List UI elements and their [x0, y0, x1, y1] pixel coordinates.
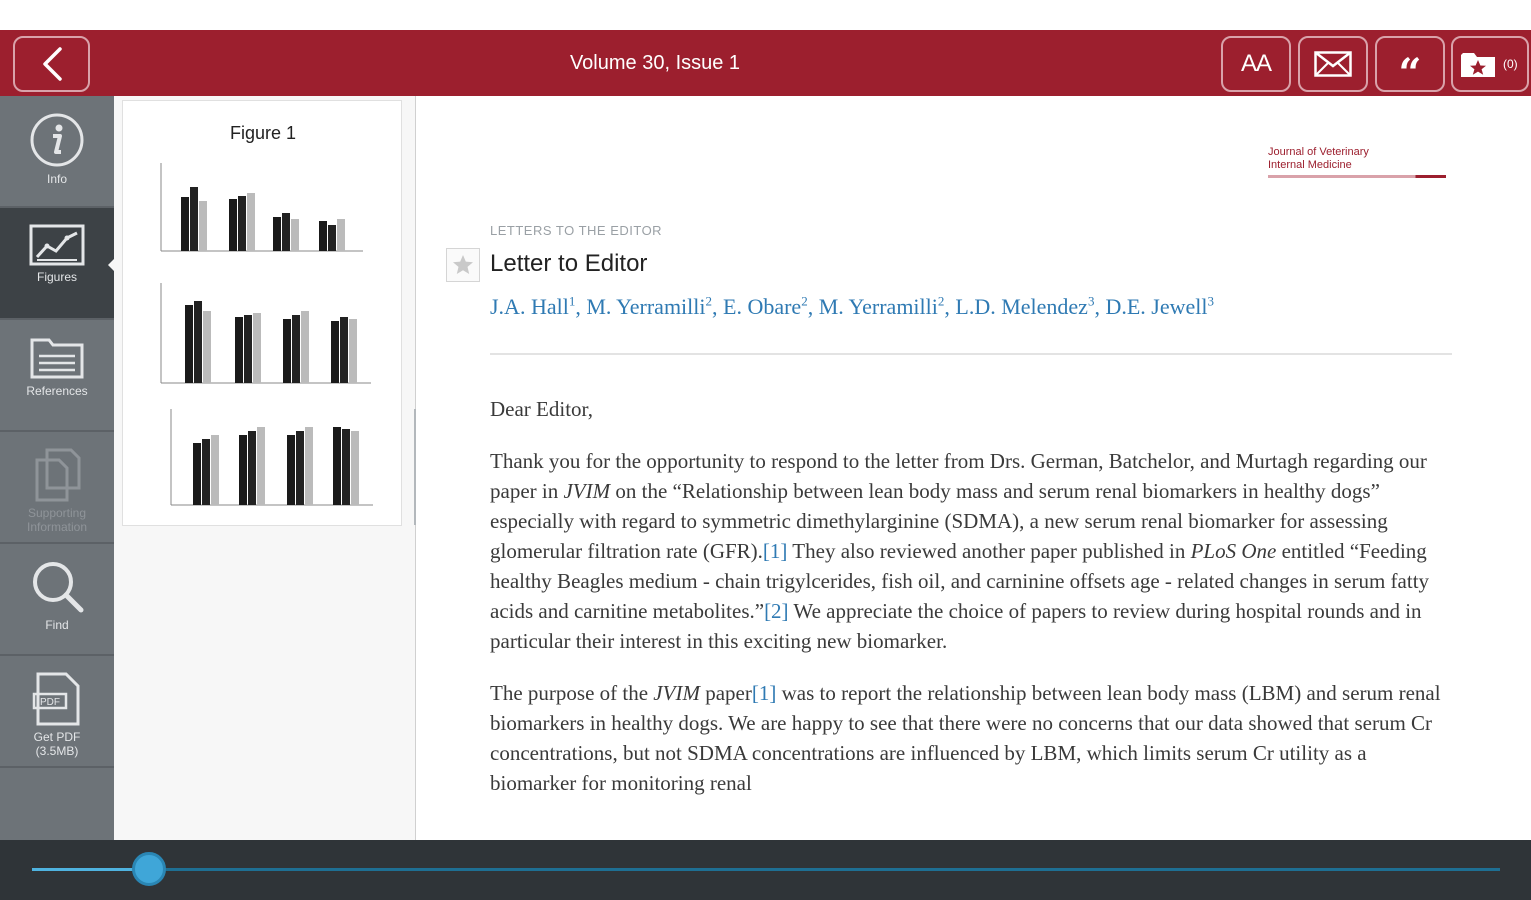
- journal-logo-rule: [1268, 175, 1446, 178]
- journal-logo-line2: Internal Medicine: [1268, 159, 1352, 171]
- reference-link[interactable]: [2]: [764, 599, 789, 623]
- sidebar: [0, 96, 114, 840]
- scrubber-thumb[interactable]: [132, 852, 166, 886]
- sidebar-item-label: Supporting Information: [26, 506, 88, 534]
- header-divider: [490, 353, 1452, 355]
- star-icon: [452, 254, 474, 276]
- sidebar-item-info[interactable]: [0, 96, 114, 208]
- svg-text:PDF: PDF: [40, 697, 60, 708]
- figure-title: Figure 1: [229, 123, 297, 143]
- author-link[interactable]: L.D. Melendez$^3$: [955, 294, 1095, 320]
- figures-panel: [114, 96, 416, 840]
- reference-link[interactable]: [1]: [762, 539, 788, 563]
- status-bar: [0, 0, 1531, 30]
- reference-link[interactable]: [1]: [751, 681, 777, 705]
- figure-thumbnail[interactable]: [122, 100, 402, 526]
- journal-logo-line1: Journal of Veterinary: [1268, 146, 1369, 158]
- sidebar-item-label: References: [26, 384, 88, 398]
- pdf-icon: [32, 672, 82, 726]
- sidebar-item-find[interactable]: [0, 544, 114, 656]
- sidebar-item-get-pdf[interactable]: [0, 656, 114, 768]
- author-list: J.A. Hall$^1$, M. Yerramilli$^2$, E. Obare$^2$, M. Yerramilli$^2$, L.D. Melendez$^3$, D.E. Jewell$^3$: [490, 294, 1214, 320]
- author-link[interactable]: M. Yerramilli$^2$: [586, 294, 713, 320]
- journal-logo: [1268, 146, 1448, 178]
- scrubber-track[interactable]: [32, 868, 1500, 871]
- info-icon: [29, 112, 85, 168]
- search-icon: [29, 560, 85, 614]
- folder-star-icon: [1459, 49, 1497, 79]
- sidebar-item-supporting-information[interactable]: [0, 432, 114, 544]
- email-button[interactable]: [1298, 36, 1368, 92]
- sidebar-item-label: Find: [45, 618, 69, 632]
- article-title: Letter to Editor: [490, 250, 648, 277]
- sidebar-item-figures[interactable]: [0, 208, 114, 320]
- figures-icon: [29, 224, 85, 266]
- article-view: [416, 96, 1531, 840]
- sidebar-item-references[interactable]: [0, 320, 114, 432]
- author-link[interactable]: M. Yerramilli$^2$: [818, 294, 945, 320]
- font-size-button[interactable]: [1221, 36, 1291, 92]
- figure-chart-image: [123, 101, 403, 527]
- section-label: LETTERS TO THE EDITOR: [490, 223, 663, 238]
- sidebar-item-label: Figures: [36, 270, 77, 284]
- saved-articles-button[interactable]: [1451, 36, 1529, 92]
- favorite-button[interactable]: [446, 248, 480, 282]
- page-scrubber-bar: [0, 840, 1531, 900]
- paragraph: The purpose of the JVIM paper[1] was to report the relationship between lean body mass (LBM) and serum renal biomarkers in healthy dogs. We are happy to see that there were no concerns that our data showed that serum Cr concentrations, but not SDMA concentrations are influenced by LBM, which limits serum Cr utility as a biomarker for monitoring renal: [490, 681, 1441, 795]
- envelope-icon: [1314, 51, 1352, 77]
- author-link[interactable]: E. Obare$^2$: [723, 294, 808, 320]
- issue-title: Volume 30, Issue 1: [569, 52, 741, 74]
- sidebar-item-label: Get PDF (3.5MB): [33, 730, 81, 758]
- cite-button[interactable]: [1375, 36, 1445, 97]
- references-icon: [29, 336, 85, 380]
- article-body: [490, 394, 1452, 820]
- sidebar-item-label: Info: [46, 172, 67, 186]
- supporting-info-icon: [29, 448, 85, 502]
- salutation: Dear Editor,: [490, 397, 593, 421]
- font-size-label: AA: [1240, 50, 1271, 77]
- paragraph: Thank you for the opportunity to respond to the letter from Drs. German, Batchelor, and Murtagh regarding our paper in JVIM on the “Relationship between lean body mass and serum renal biomarkers in healthy dogs” especially with regard to symmetric dimethylarginine (SDMA), a new serum renal biomarker for assessing glomerular filtration rate (GFR).[1] They also reviewed another paper published in PLoS One entitled “Feeding healthy Beagles medium - chain trigylcerides, fish oil, and carninine offsets age - related changes in serum fatty acids and carnitine metabolites.”[2] We appreciate the choice of papers to review during hospital rounds and in particular their interest in this exciting new biomarker.: [490, 449, 1430, 653]
- saved-count: (0): [1503, 57, 1518, 71]
- quote-icon: “: [1398, 49, 1422, 97]
- top-toolbar: [0, 30, 1531, 96]
- author-link[interactable]: J.A. Hall$^1$: [490, 294, 576, 320]
- author-link[interactable]: D.E. Jewell$^3$: [1105, 294, 1214, 320]
